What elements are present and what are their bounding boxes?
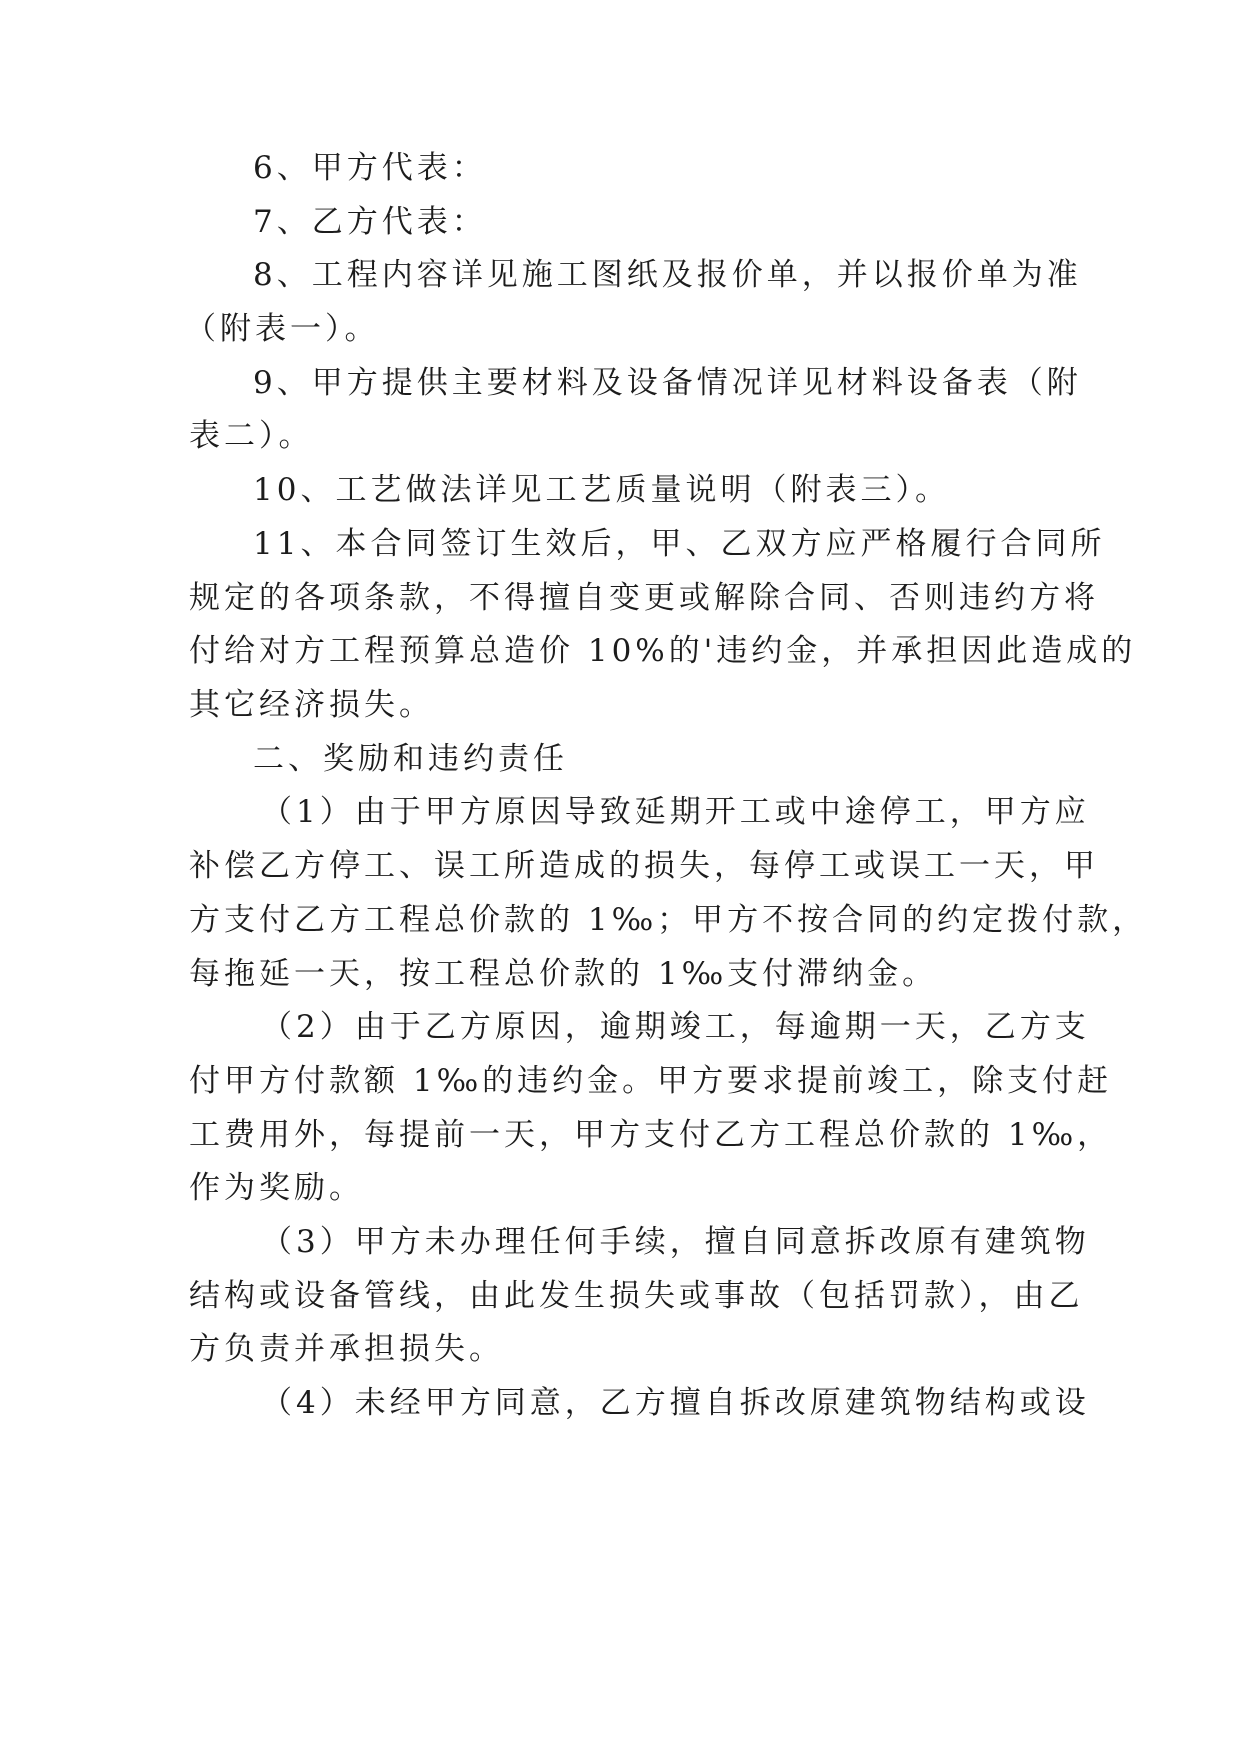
clause-3-line-3: 方负责并承担损失。 (189, 1331, 504, 1367)
clause-1-line-3: 方支付乙方工程总价款的 1‰；甲方不按合同的约定拨付款， (189, 902, 1148, 938)
clause-1-line-1: （1）由于甲方原因导致延期开工或中途停工，甲方应 (261, 794, 1090, 830)
clause-1-line-2: 补偿乙方停工、误工所造成的损失，每停工或误工一天，甲 (189, 848, 1099, 884)
clause-2-line-2: 付甲方付款额 1‰的违约金。甲方要求提前竣工，除支付赶 (189, 1063, 1113, 1099)
item-11-line-4: 其它经济损失。 (189, 687, 434, 723)
item-7-line-1: 7、乙方代表： (253, 204, 487, 240)
item-9-line-2: 表二）。 (189, 418, 314, 454)
clause-1-line-4: 每拖延一天，按工程总价款的 1‰支付滞纳金。 (189, 956, 938, 992)
item-11-line-1: 11、本合同签订生效后，甲、乙双方应严格履行合同所 (253, 526, 1106, 562)
item-8-line-2: （附表一）。 (185, 311, 380, 347)
clause-3-line-1: （3）甲方未办理任何手续，擅自同意拆改原有建筑物 (261, 1224, 1090, 1260)
item-8-line-1: 8、工程内容详见施工图纸及报价单，并以报价单为准 (253, 257, 1082, 293)
clause-4-line-1: （4）未经甲方同意，乙方擅自拆改原建筑物结构或设 (261, 1385, 1090, 1421)
clause-2-line-4: 作为奖励。 (189, 1170, 364, 1206)
clause-2-line-1: （2）由于乙方原因，逾期竣工，每逾期一天，乙方支 (261, 1009, 1090, 1045)
section-heading: 二、奖励和违约责任 (253, 741, 568, 777)
clause-2-line-3: 工费用外，每提前一天，甲方支付乙方工程总价款的 1‰， (189, 1117, 1113, 1153)
item-11-line-2: 规定的各项条款，不得擅自变更或解除合同、否则违约方将 (189, 580, 1099, 616)
item-6-line-1: 6、甲方代表： (253, 150, 487, 186)
item-10-line-1: 10、工艺做法详见工艺质量说明（附表三）。 (253, 472, 950, 508)
item-11-line-3: 付给对方工程预算总造价 10%的'违约金，并承担因此造成的 (189, 633, 1137, 669)
item-9-line-1: 9、甲方提供主要材料及设备情况详见材料设备表（附 (253, 365, 1082, 401)
clause-3-line-2: 结构或设备管线，由此发生损失或事故（包括罚款），由乙 (189, 1278, 1084, 1314)
